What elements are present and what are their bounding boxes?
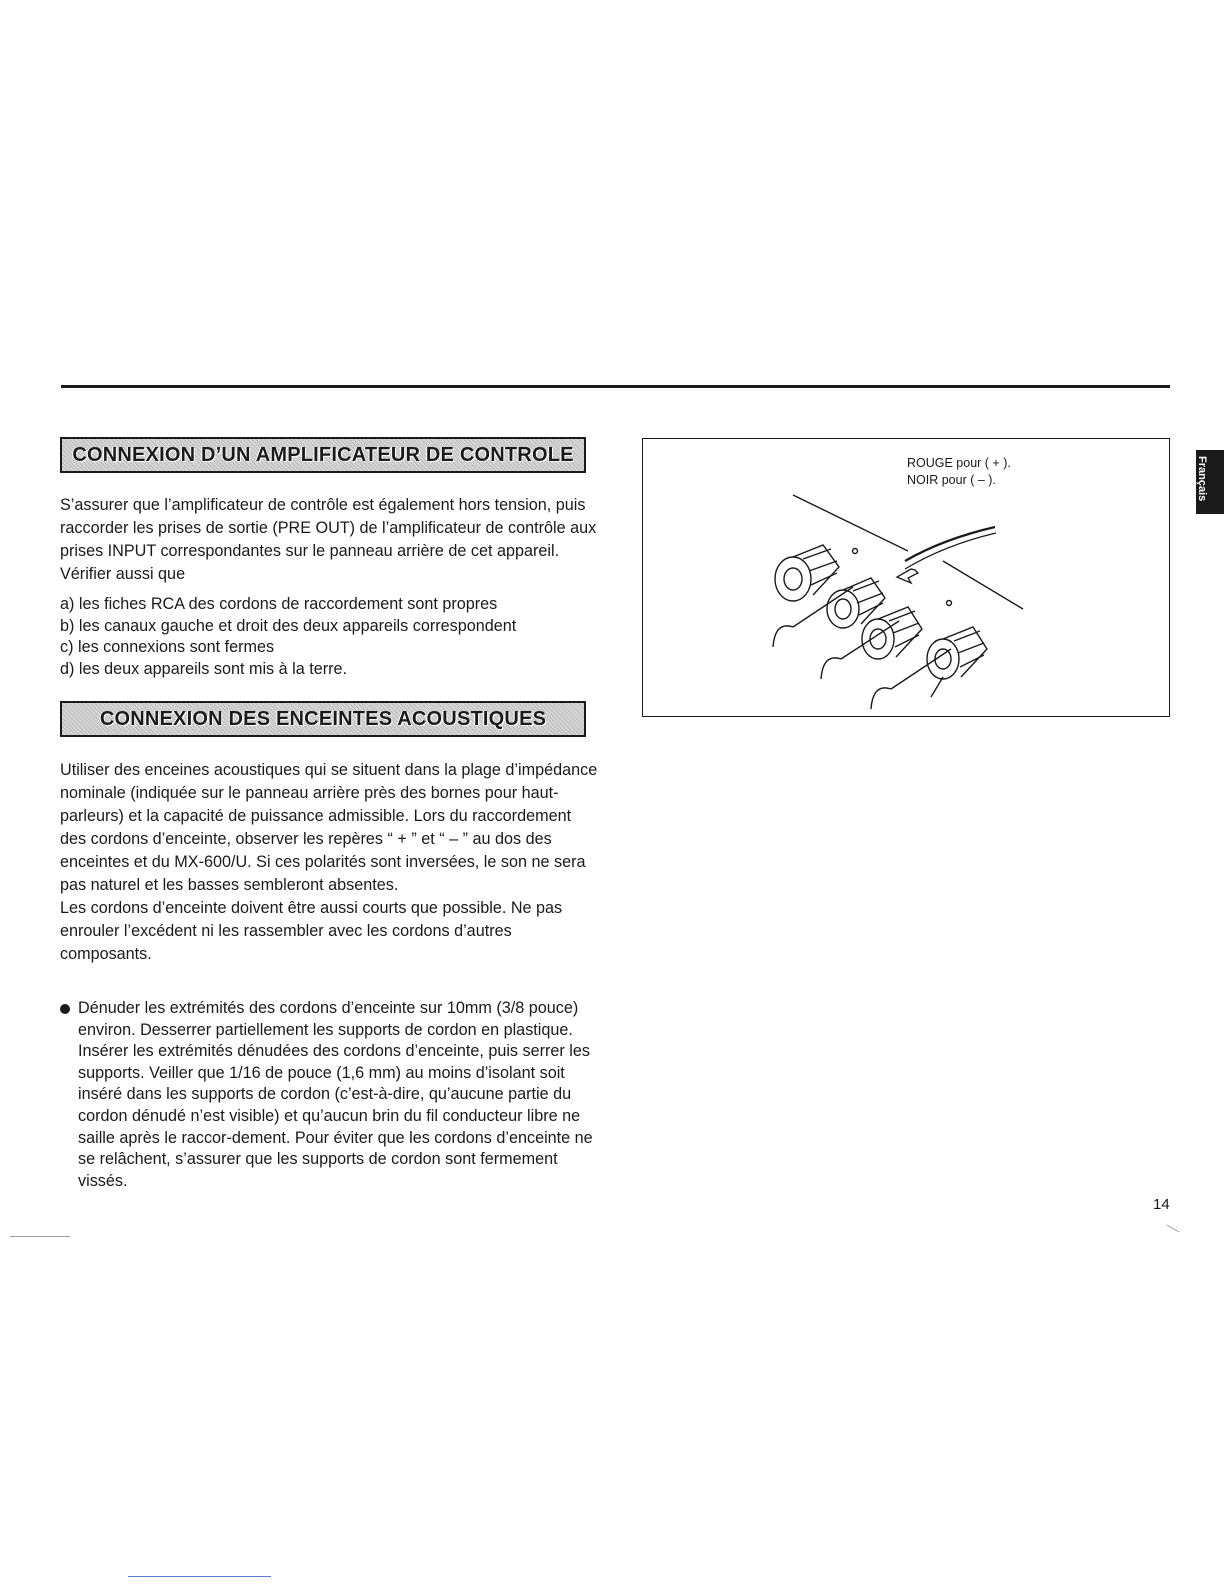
leader-line-black xyxy=(943,561,1023,609)
section-heading-speakers xyxy=(60,701,586,737)
language-tab xyxy=(1196,450,1224,514)
caption-black: NOIR pour ( – ). xyxy=(907,473,996,487)
speakers-bullet-item xyxy=(60,998,600,1192)
section-heading-speakers-text: CONNEXION DES ENCEINTES ACOUSTIQUES xyxy=(99,707,547,730)
speakers-bullet-text: Dénuder les extrémités des cordons d’enceinte sur 10mm (3/8 pouce) environ. Desserrer partiellement les supports de cordon en plastique. Insérer les extrémités dénudées des cordons d’enceinte, puis serrer les supports. Veiller que 1/16 de pouce (1,6 mm) au moins d’isolant soit inséré dans les supports de cordon (c’est-à-dire, qu’aucune partie du cordon dénudé n’est visible) et qu’aucun brin du fil conducteur libre ne saille après le raccor-dement. Pour éviter que les cordons d’enceinte ne se relâchent, s’assurer que les supports de cordon sont fermement vissés. xyxy=(78,999,593,1190)
insert-arrow-icon xyxy=(897,569,918,583)
speaker-cable xyxy=(905,527,995,561)
bullet-dot-icon xyxy=(60,1004,70,1014)
caption-red: ROUGE pour ( + ). xyxy=(907,456,1011,470)
scan-artifact xyxy=(10,1236,70,1237)
speakers-paragraph-2: Les cordons d’enceinte doivent être aussi courts que possible. Ne pas enrouler l’excédent ni les rassembler avec les cordons d’autres composants. xyxy=(60,899,563,963)
checklist-item: b) les canaux gauche et droit des deux appareils correspondent xyxy=(60,616,517,635)
leader-line-red xyxy=(793,495,908,551)
terminal-knob-2 xyxy=(827,578,885,628)
page-number: 14 xyxy=(1153,1196,1170,1213)
scan-artifact xyxy=(128,1576,271,1577)
checklist-item: a) les fiches RCA des cordons de raccordement sont propres xyxy=(60,595,498,613)
speaker-terminal-figure xyxy=(642,438,1170,717)
amplifier-intro-text: S’assurer que l’amplificateur de contrôle est également hors tension, puis raccorder les prises de sortie (PRE OUT) de l’amplificateur de contrôle aux prises INPUT correspondantes sur le panneau arrière de cet appareil. Vérifier aussi que xyxy=(60,496,597,583)
section-heading-amplifier-text: CONNEXION D’UN AMPLIFICATEUR DE CONTROLE xyxy=(72,443,574,466)
checklist-item: d) les deux appareils sont mis à la terre. xyxy=(60,659,348,678)
amplifier-intro-paragraph xyxy=(60,494,600,586)
amplifier-checklist xyxy=(60,594,600,680)
section-heading-amplifier xyxy=(60,437,586,473)
checklist-item: c) les connexions sont fermes xyxy=(60,638,275,656)
scan-artifact xyxy=(1167,1225,1180,1233)
figure-caption xyxy=(907,455,1011,489)
polarity-mark-icon xyxy=(947,601,952,606)
top-rule xyxy=(61,385,1170,388)
terminal-knob-1 xyxy=(775,545,839,601)
polarity-mark-icon xyxy=(853,549,858,554)
terminal-knob-4 xyxy=(927,627,987,679)
speakers-paragraph-1: Utiliser des enceines acoustiques qui se situent dans la plage d’impédance nominale (indiquée sur le panneau arrière près des bornes pour haut-parleurs) et la capacité de puissance admissible. Lors du raccordement des cordons d’enceinte, observer les repères “ + ” et “ – ” au dos des enceintes et du MX-600/U. Si ces polarités sont inversées, le son ne sera pas naturel et les basses sembleront absentes. xyxy=(60,761,598,894)
language-tab-label: Français xyxy=(1196,456,1208,502)
speakers-paragraphs xyxy=(60,759,600,966)
terminal-post-1 xyxy=(773,587,853,647)
terminal-knob-3 xyxy=(862,607,922,659)
